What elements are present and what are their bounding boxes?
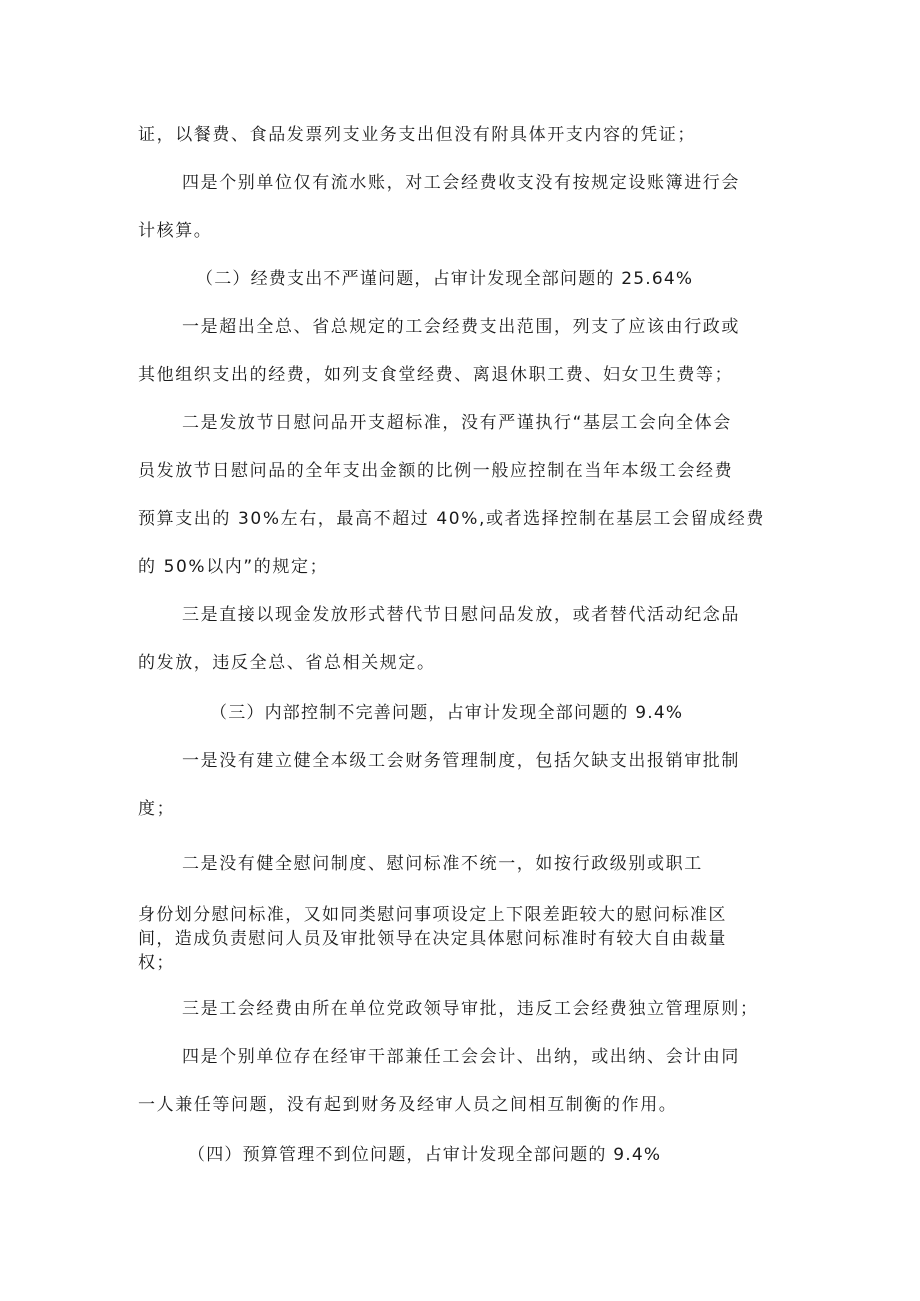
paragraph-line: 预算支出的 30%左右，最高不超过 40%,或者选择控制在基层工会留成经费 (138, 509, 765, 529)
paragraph-line: 三是直接以现金发放形式替代节日慰问品发放，或者替代活动纪念品 (182, 605, 740, 625)
paragraph-line: 一人兼任等问题，没有起到财务及经审人员之间相互制衡的作用。 (138, 1095, 678, 1115)
paragraph-line: 证，以餐费、食品发票列支业务支出但没有附具体开支内容的凭证； (138, 125, 696, 145)
section-heading: （四）预算管理不到位问题，占审计发现全部问题的 9.4% (188, 1145, 662, 1165)
paragraph-line: 的发放，违反全总、省总相关规定。 (138, 653, 436, 673)
paragraph-line: 其他组织支出的经费，如列支食堂经费、离退休职工费、妇女卫生费等； (138, 365, 734, 385)
paragraph-line: 二是发放节日慰问品开支超标准，没有严谨执行“基层工会向全体会 (182, 413, 732, 433)
paragraph-line: 三是工会经费由所在单位党政领导审批，违反工会经费独立管理原则； (182, 999, 759, 1019)
paragraph-line: 的 50%以内”的规定； (138, 557, 329, 577)
section-heading: （二）经费支出不严谨问题，占审计发现全部问题的 25.64% (196, 269, 694, 289)
paragraph-line: 四是个别单位仅有流水账，对工会经费收支没有按规定设账簿进行会 (182, 173, 740, 193)
paragraph-line: 度； (138, 799, 176, 819)
paragraph-line: 员发放节日慰问品的全年支出金额的比例一般应控制在当年本级工会经费 (138, 461, 734, 481)
paragraph-line: 间，造成负责慰问人员及审批领导在决定具体慰问标准时有较大自由裁量 (138, 929, 727, 949)
paragraph-line: 身份划分慰问标准，又如同类慰问事项设定上下限差距较大的慰问标准区 (138, 905, 727, 925)
paragraph-line: 一是没有建立健全本级工会财务管理制度，包括欠缺支出报销审批制 (182, 751, 740, 771)
paragraph-line: 二是没有健全慰问制度、慰问标准不统一，如按行政级别或职工 (182, 854, 703, 874)
paragraph-line: 权； (138, 953, 175, 973)
paragraph-line: 四是个别单位存在经审干部兼任工会会计、出纳，或出纳、会计由同 (182, 1047, 740, 1067)
paragraph-line: 计核算。 (138, 221, 213, 241)
paragraph-line: 一是超出全总、省总规定的工会经费支出范围，列支了应该由行政或 (182, 317, 740, 337)
section-heading: （三）内部控制不完善问题，占审计发现全部问题的 9.4% (210, 703, 684, 723)
